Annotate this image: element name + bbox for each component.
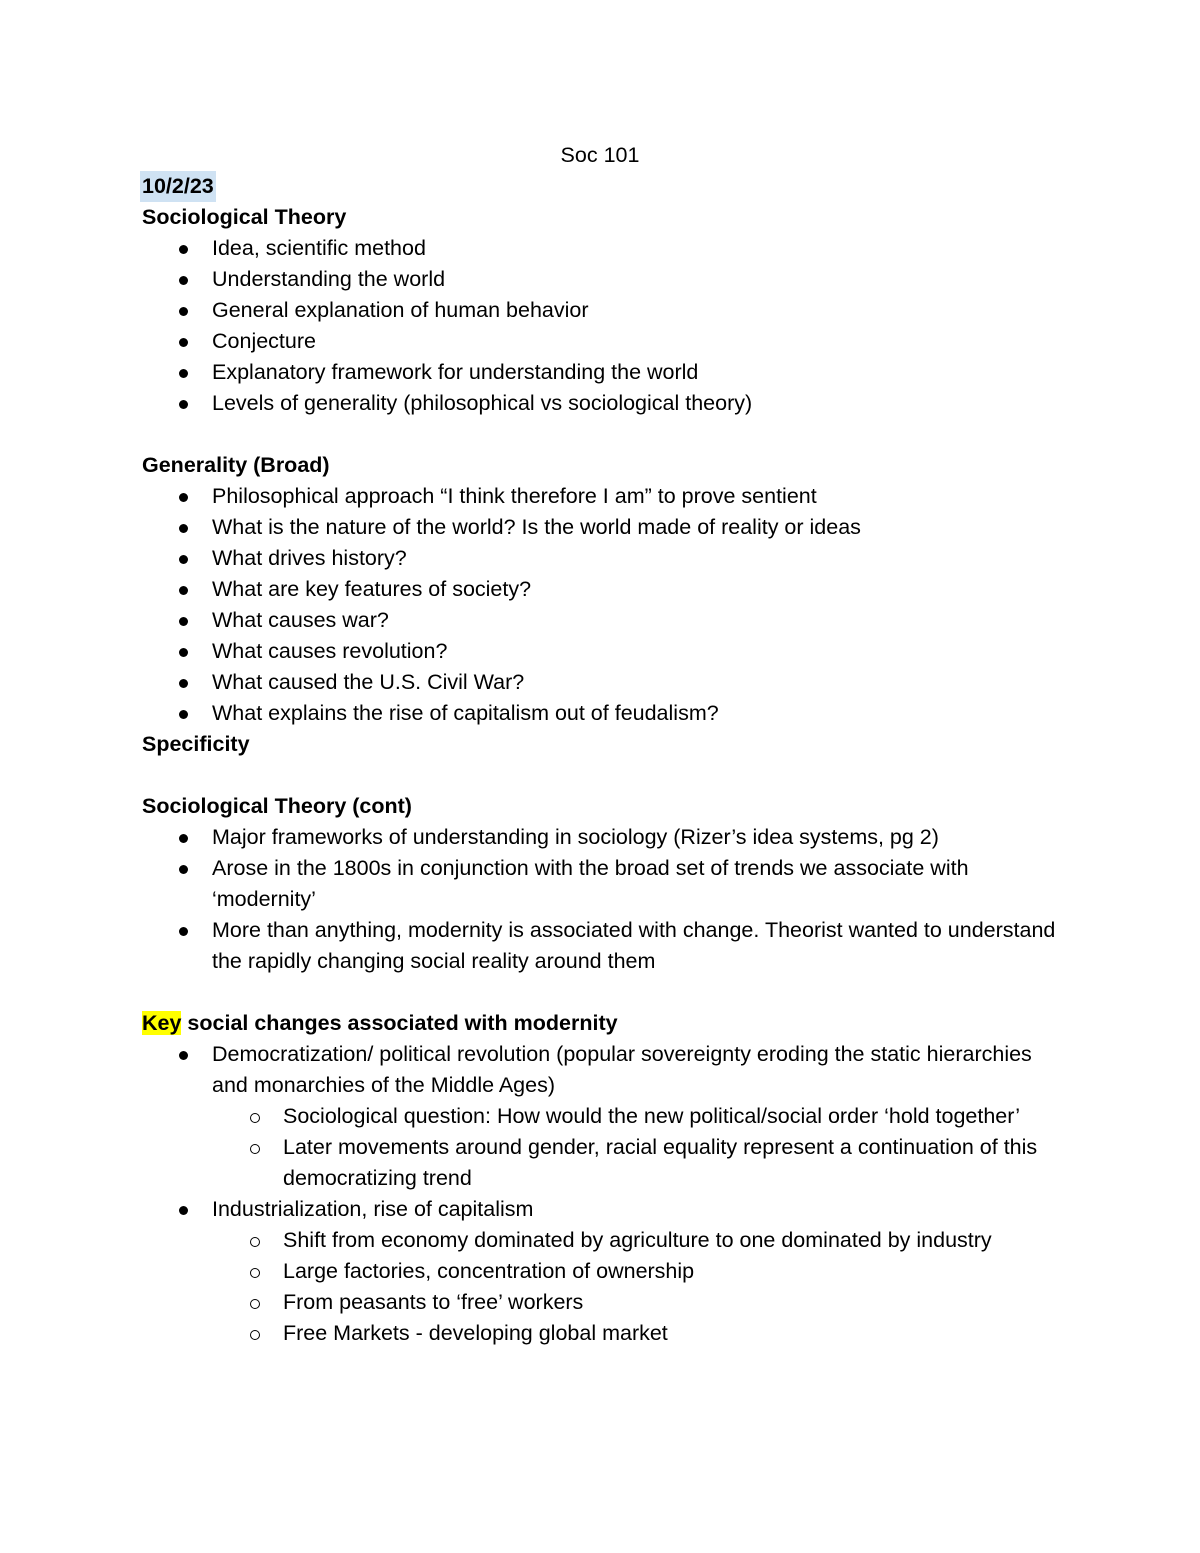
section-heading-specificity: Specificity (142, 732, 250, 756)
list-item (142, 1039, 1072, 1194)
list-item (142, 543, 1072, 574)
list-item-text: What explains the rise of capitalism out of feudalism? (212, 701, 719, 725)
list-item (142, 574, 1072, 605)
list-item (142, 853, 1072, 915)
hollow-bullet-icon (250, 1113, 260, 1123)
list-item-text: What caused the U.S. Civil War? (212, 670, 525, 694)
sub-list-item-text: From peasants to ‘free’ workers (283, 1290, 584, 1314)
bullet-icon (179, 1206, 188, 1215)
list-item-text: Levels of generality (philosophical vs sociological theory) (212, 391, 753, 415)
list-item-text: What is the nature of the world? Is the world made of reality or ideas (212, 515, 861, 539)
bullet-icon (179, 400, 188, 409)
sub-bullet-list (212, 1225, 1072, 1349)
list-item (142, 388, 1072, 419)
sub-list-item-text: Shift from economy dominated by agriculture to one dominated by industry (283, 1228, 992, 1252)
list-item (142, 326, 1072, 357)
bullet-icon (179, 927, 188, 936)
bullet-list (142, 481, 1072, 729)
bullet-list (142, 822, 1072, 977)
list-item (142, 636, 1072, 667)
list-item (142, 481, 1072, 512)
bullet-icon (179, 617, 188, 626)
list-item (142, 295, 1072, 326)
sub-list-item-text: Later movements around gender, racial equality represent a continuation of this democratizing trend (283, 1135, 1038, 1190)
spacer (142, 760, 1072, 791)
list-item (142, 512, 1072, 543)
sub-list-item (212, 1287, 1072, 1318)
date-highlight: 10/2/23 (140, 171, 216, 202)
date-line (142, 171, 1072, 202)
sub-list-item (212, 1318, 1072, 1349)
list-item-text: What causes revolution? (212, 639, 448, 663)
list-item-text: What causes war? (212, 608, 389, 632)
list-item (142, 357, 1072, 388)
list-item-text: Democratization/ political revolution (popular sovereignty eroding the static hierarchies and monarchies of the Middle Ages) (212, 1042, 1032, 1097)
bullet-list (142, 233, 1072, 419)
sub-list-item-text: Large factories, concentration of ownership (283, 1259, 695, 1283)
section-heading-sociological-theory-cont: Sociological Theory (cont) (142, 794, 412, 818)
list-item (142, 698, 1072, 729)
bullet-icon (179, 710, 188, 719)
sub-list-item (212, 1225, 1072, 1256)
bullet-icon (179, 865, 188, 874)
bullet-icon (179, 307, 188, 316)
list-item (142, 264, 1072, 295)
list-item-text: More than anything, modernity is associated with change. Theorist wanted to understand the rapidly changing social reality around them (212, 918, 1056, 973)
bullet-icon (179, 493, 188, 502)
bullet-icon (179, 276, 188, 285)
list-item-text: General explanation of human behavior (212, 298, 589, 322)
sub-list-item (212, 1101, 1072, 1132)
bullet-icon (179, 586, 188, 595)
list-item-text: Philosophical approach “I think therefore I am” to prove sentient (212, 484, 817, 508)
spacer (142, 977, 1072, 1008)
list-item-text: What drives history? (212, 546, 407, 570)
document-page (142, 140, 1072, 1349)
section-heading-generality: Generality (Broad) (142, 453, 330, 477)
bullet-icon (179, 338, 188, 347)
sub-list-item (212, 1132, 1072, 1194)
list-item-text: What are key features of society? (212, 577, 532, 601)
sub-list-item (212, 1256, 1072, 1287)
bullet-icon (179, 369, 188, 378)
hollow-bullet-icon (250, 1237, 260, 1247)
document-title: Soc 101 (560, 143, 640, 167)
list-item-text: Major frameworks of understanding in sociology (Rizer’s idea systems, pg 2) (212, 825, 939, 849)
sub-list-item-text: Sociological question: How would the new political/social order ‘hold together’ (283, 1104, 1020, 1128)
bullet-icon (179, 648, 188, 657)
list-item (142, 822, 1072, 853)
spacer (142, 419, 1072, 450)
bullet-icon (179, 524, 188, 533)
list-item-text: Explanatory framework for understanding the world (212, 360, 699, 384)
list-item-text: Conjecture (212, 329, 316, 353)
list-item-text: Arose in the 1800s in conjunction with the broad set of trends we associate with ‘modernity’ (212, 856, 969, 911)
list-item-text: Industrialization, rise of capitalism (212, 1197, 534, 1221)
bullet-icon (179, 555, 188, 564)
section-heading-text: social changes associated with modernity (181, 1011, 618, 1035)
section-heading-sociological-theory: Sociological Theory (142, 205, 347, 229)
key-highlight: Key (142, 1011, 182, 1035)
list-item (142, 667, 1072, 698)
section-heading-key-social-changes (142, 1008, 1072, 1039)
list-item-text: Understanding the world (212, 267, 446, 291)
bullet-icon (179, 1051, 188, 1060)
bullet-icon (179, 245, 188, 254)
list-item (142, 605, 1072, 636)
sub-bullet-list (212, 1101, 1072, 1194)
hollow-bullet-icon (250, 1299, 260, 1309)
hollow-bullet-icon (250, 1144, 260, 1154)
bullet-icon (179, 679, 188, 688)
bullet-icon (179, 834, 188, 843)
list-item (142, 1194, 1072, 1349)
list-item (142, 915, 1072, 977)
hollow-bullet-icon (250, 1330, 260, 1340)
hollow-bullet-icon (250, 1268, 260, 1278)
list-item (142, 233, 1072, 264)
list-item-text: Idea, scientific method (212, 236, 426, 260)
bullet-list (142, 1039, 1072, 1349)
sub-list-item-text: Free Markets - developing global market (283, 1321, 668, 1345)
